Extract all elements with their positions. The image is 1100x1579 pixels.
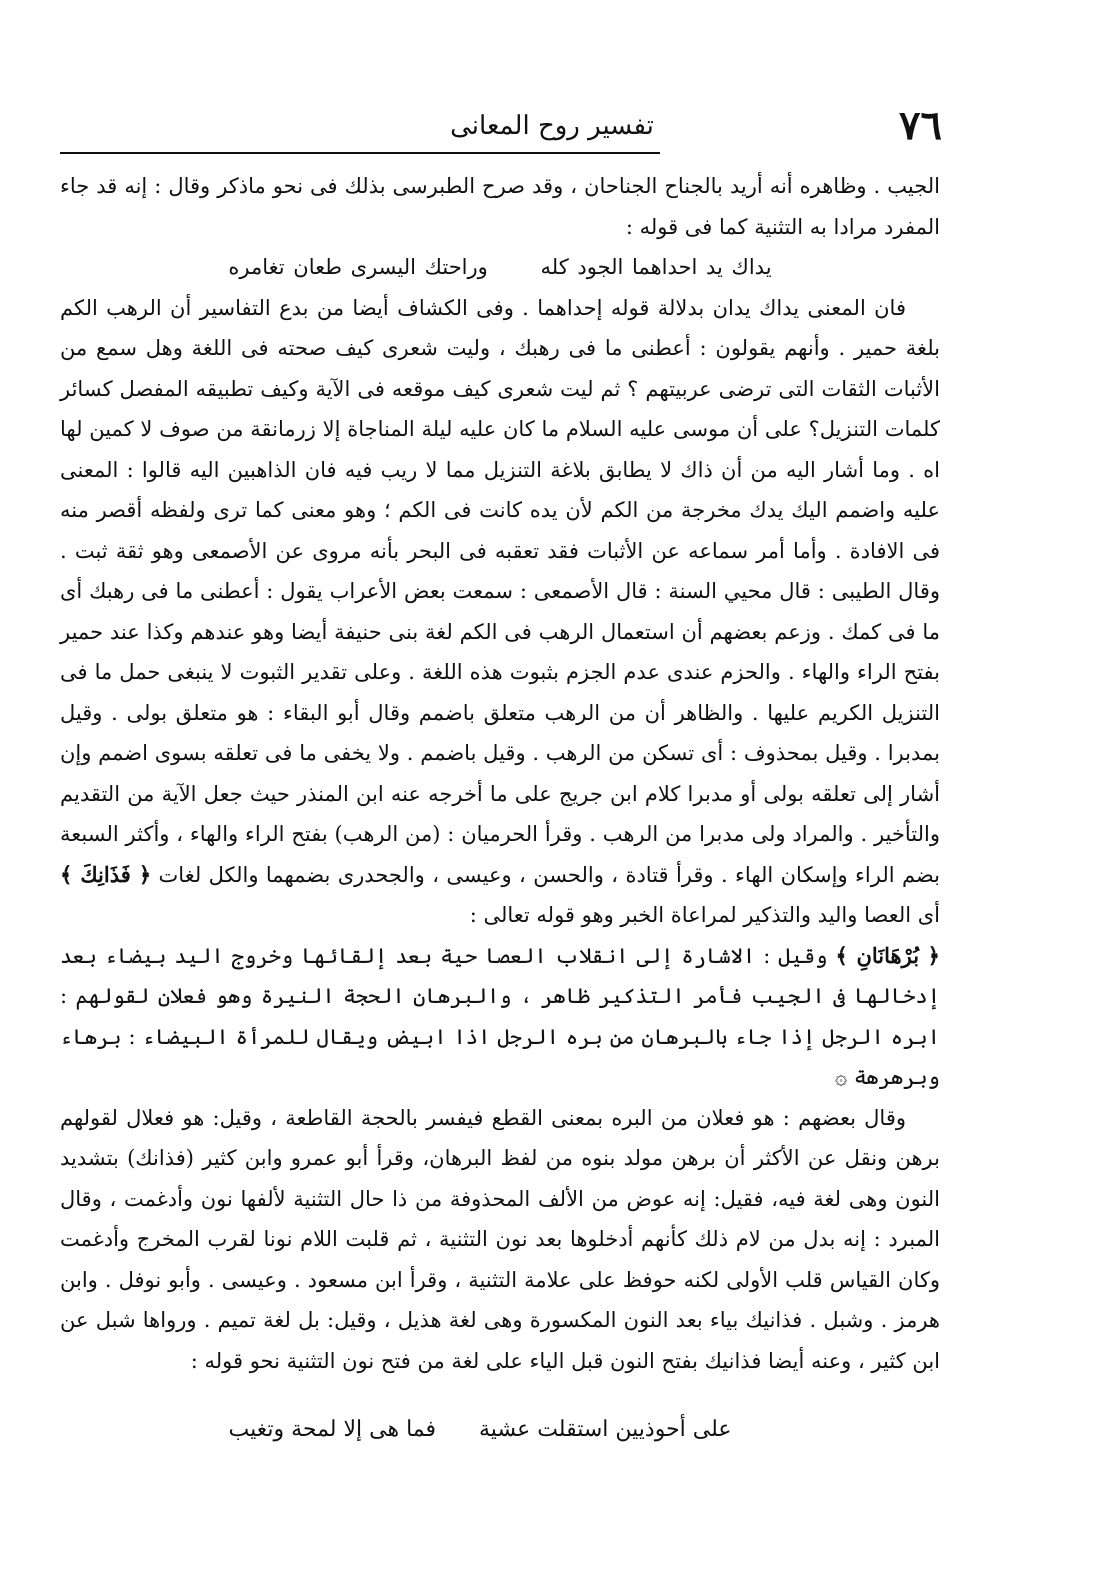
quran-word-fadhanika: ﴿ فَذَانِكَ ﴾: [60, 861, 152, 887]
page-number: ٧٦: [899, 102, 942, 149]
paragraph-5: وقال بعضهم : هو فعلان من البره بمعنى القطع فيفسر بالحجة القاطعة ، وقيل: هو فعلال لقولهم برهن ونقل عن الأكثر أن برهن مولد بنوه من لفظ البرهان، وقرأ أبو عمرو وابن كثير (فذانك) بتشديد النون وهى لغة فيه، فقيل: إنه عوض من الألف المحذوفة من ذا حال التثنية لألفها نون وأدغمت ، وقال المبرد : إنه بدل من لام ذلك كأنهم أدخلوها بعد نون التثنية ، ثم قلبت اللام نونا لقرب المخرج وأدغمت وكان القياس قلب الأولى لكنه حوفظ على علامة التثنية ، وقرأ ابن مسعود . وعيسى . وأبو نوفل . وابن هرمز . وشبل . فذانيك بياء بعد النون المكسورة وهى لغة هذيل ، وقيل: بل لغة تميم . ورواها شبل عن ابن كثير ، وعنه أيضا فذانيك بفتح النون قبل الياء على لغة من فتح نون التثنية نحو قوله :: [60, 1105, 940, 1373]
verse-one: [60, 247, 940, 288]
body-text: [60, 166, 940, 1381]
verse-two-first-hemistich: على أحوذيين استقلت عشية: [479, 1417, 732, 1442]
header-rule: [60, 152, 660, 154]
running-title: تفسير روح المعانى: [450, 111, 654, 141]
verse-one-second-hemistich: وراحتك اليسرى طعان تغامره: [228, 255, 488, 279]
paragraph-3-text: أى العصا واليد والتذكير لمراعاة الخبر وهو قوله تعالى :: [469, 903, 940, 927]
paragraph-2: [60, 288, 940, 936]
verse-two: [200, 1410, 760, 1450]
verse-one-first-hemistich: يداك يد احداهما الجود كله: [540, 255, 772, 279]
paragraph-2-text: فان المعنى يداك يدان بدلالة قوله إحداهما . وفى الكشاف أيضا من بدع التفاسير أن الرهب الكم بلغة حمير . وأنهم يقولون : أعطنى ما فى رهبك ، وليت شعرى كيف صحته فى اللغة وهل سمع من الأثبات الثقات التى ترضى عربيتهم ؟ ثم ليت شعرى كيف موقعه فى الآية وكيف تطبيقه المفصل كسائر كلمات التنزيل؟ على أن موسى عليه السلام ما كان عليه ليلة المناجاة إلا زرمانقة من صوف لا كمين لها اه . وما أشار اليه من أن ذاك لا يطابق بلاغة التنزيل مما لا ريب فيه فان الذاهبين اليه قالوا : المعنى عليه واضمم اليك يدك مخرجة من الكم لأن يده كانت فى الكم ؛ وهو معنى كما ترى ولفظه أقصر منه فى الافادة . وأما أمر سماعه عن الأثبات فقد تعقبه فى البحر بأنه مروى عن الأصمعى وهو ثقة ثبت . وقال الطيبى : قال محيي السنة : قال الأصمعى : سمعت بعض الأعراب يقول : أعطنى ما فى رهبك أى ما فى كمك . وزعم بعضهم أن استعمال الرهب فى الكم لغة بنى حنيفة أيضا وهو عندهم وكذا عند حمير بفتح الراء والهاء . والحزم عندى عدم الجزم بثبوت هذه اللغة . وعلى تقدير الثبوت لا ينبغى حمل ما فى التنزيل الكريم عليها . والظاهر أن من الرهب متعلق باضمم وقال أبو البقاء : هو متعلق بولى . وقيل بمدبرا . وقيل بمحذوف : أى تسكن من الرهب . وقيل باضمم . ولا يخفى ما فى تعلقه بسوى اضمم وإن أشار إلى تعلقه بولى أو مدبرا كلام ابن جريج على ما أخرجه عنه ابن المنذر حيث جعل الآية من التقديم والتأخير . والمراد ولى مدبرا من الرهب . وقرأ الحرميان : (من الرهب) بفتح الراء والهاء ، وأكثر السبعة بضم الراء وإسكان الهاء . وقرأ قتادة ، والحسن ، وعيسى ، والجحدرى بضمهما والكل لغات: [60, 295, 940, 887]
verse-two-second-hemistich: فما هى إلا لمحة وتغيب: [228, 1417, 437, 1442]
paragraph-1: الجيب . وظاهره أنه أريد بالجناح الجناحان ، وقد صرح الطبرسى بذلك فى نحو ماذكر وقال : إنه قد جاء المفرد مرادا به التثنية كما فى قوله :: [60, 174, 940, 239]
page-header: [60, 100, 942, 156]
paragraph-4: [60, 936, 940, 1098]
quran-word-burhanan: ﴿ بُرْهَانَانِ ﴾: [835, 942, 940, 968]
paragraph-4-text: وقيل : الاشارة إلى انقلاب العصا حية بعد إلقائها وخروج اليد بيضاء بعد إدخالها فى الجيب فأمر التذكير ظاهر ، والبرهان الحجة النيرة وهو فعلان لقولهم : ابره الرجل إذا جاء بالبرهان من بره الرجل اذا ابيض ويقال للمرأة البيضاء : برهاء وبرهرهة ۞: [60, 943, 940, 1089]
